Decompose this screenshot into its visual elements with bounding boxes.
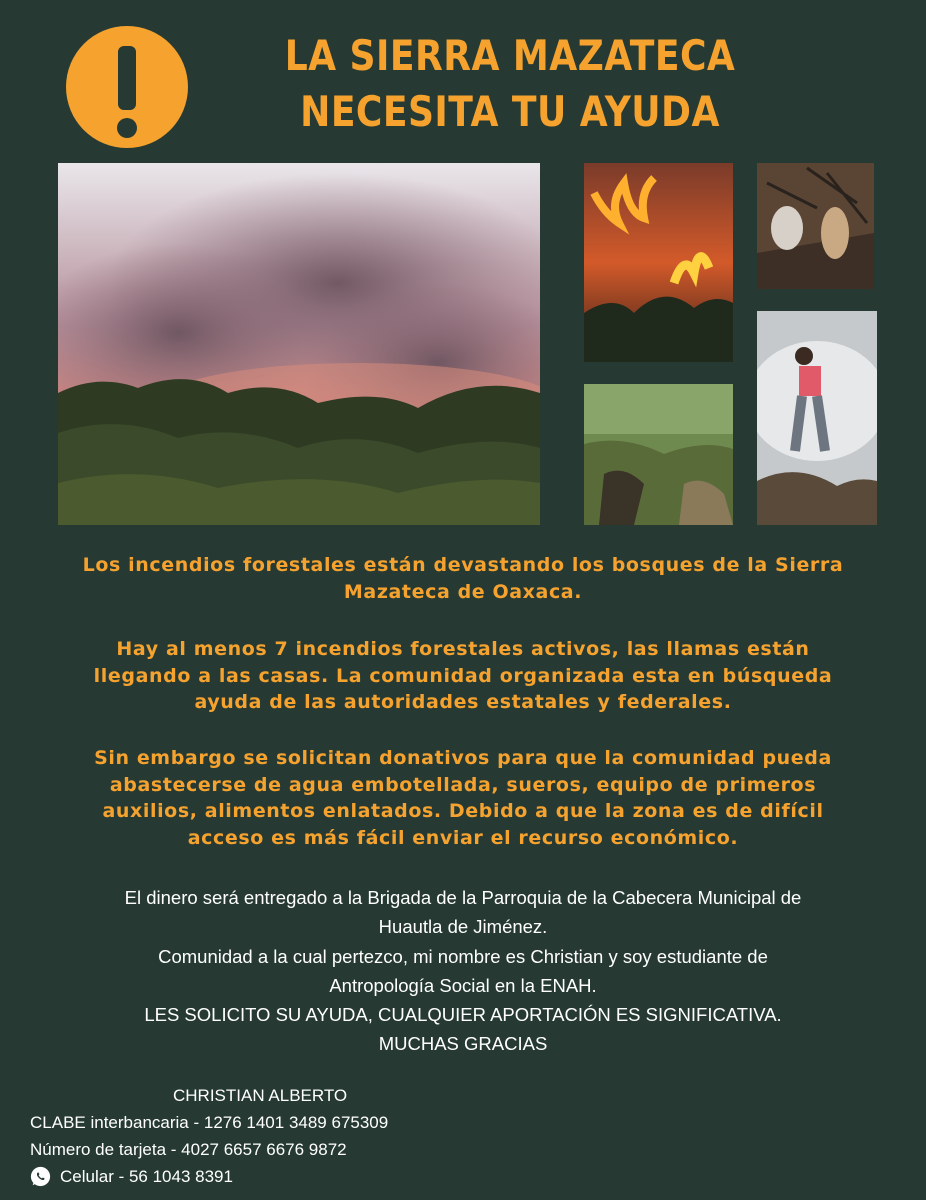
text-line: abastecerse de agua embotellada, sueros, equipo de primeros (109, 773, 817, 796)
paragraph-donations (40, 745, 886, 851)
text-line: llegando a las casas. La comunidad organizada esta en búsqueda (93, 664, 833, 687)
text-line: LES SOLICITO SU AYUDA, CUALQUIER APORTACIÓN ES SIGNIFICATIVA. (144, 1004, 782, 1026)
phone-number: Celular - 56 1043 8391 (60, 1167, 233, 1186)
burnt-forest-floor-photo (584, 384, 733, 525)
text-line: Sin embargo se solicitan donativos para que la comunidad pueda (94, 747, 832, 769)
text-line: Comunidad a la cual pertezco, mi nombre es Christian y soy estudiante de (158, 945, 768, 967)
text-line: Los incendios forestales están devastando los bosques de la Sierra (82, 554, 844, 576)
headline-line-2: NECESITA TU AYUDA (300, 87, 720, 136)
text-line: Antropología Social en la ENAH. (329, 974, 597, 996)
headline (261, 28, 760, 140)
text-line: auxilios, alimentos enlatados. Debido a que la zona es de difícil (102, 800, 824, 822)
text-line: El dinero será entregado a la Brigada de la Parroquia de la Cabecera Municipal de (124, 887, 802, 908)
headline-line-1: LA SIERRA MAZATECA (284, 31, 736, 80)
burnt-animals-photo (757, 163, 874, 289)
whatsapp-icon (30, 1166, 51, 1187)
text-line: Huautla de Jiménez. (378, 916, 548, 938)
text-line: acceso es más fácil enviar el recurso económico. (187, 826, 739, 849)
wildfire-smoke-photo (58, 163, 540, 525)
text-line: MUCHAS GRACIAS (378, 1033, 548, 1055)
exclamation-icon (66, 26, 188, 148)
text-line: Mazateca de Oaxaca. (343, 580, 583, 603)
firefighter-photo (757, 311, 877, 525)
contact-name: CHRISTIAN ALBERTO (173, 1086, 348, 1105)
text-line: Hay al menos 7 incendios forestales activos, las llamas están (116, 638, 810, 660)
clabe-number: CLABE interbancaria - 1276 1401 3489 675309 (30, 1113, 389, 1132)
paragraph-fires (40, 552, 886, 605)
forest-fire-photo (584, 163, 733, 362)
paragraph-delivery (20, 883, 906, 1059)
contact-info (30, 1082, 388, 1190)
text-line: ayuda de las autoridades estatales y federales. (194, 691, 732, 713)
paragraph-active-fires (40, 636, 886, 716)
card-number: Número de tarjeta - 4027 6657 6676 9872 (30, 1140, 347, 1159)
